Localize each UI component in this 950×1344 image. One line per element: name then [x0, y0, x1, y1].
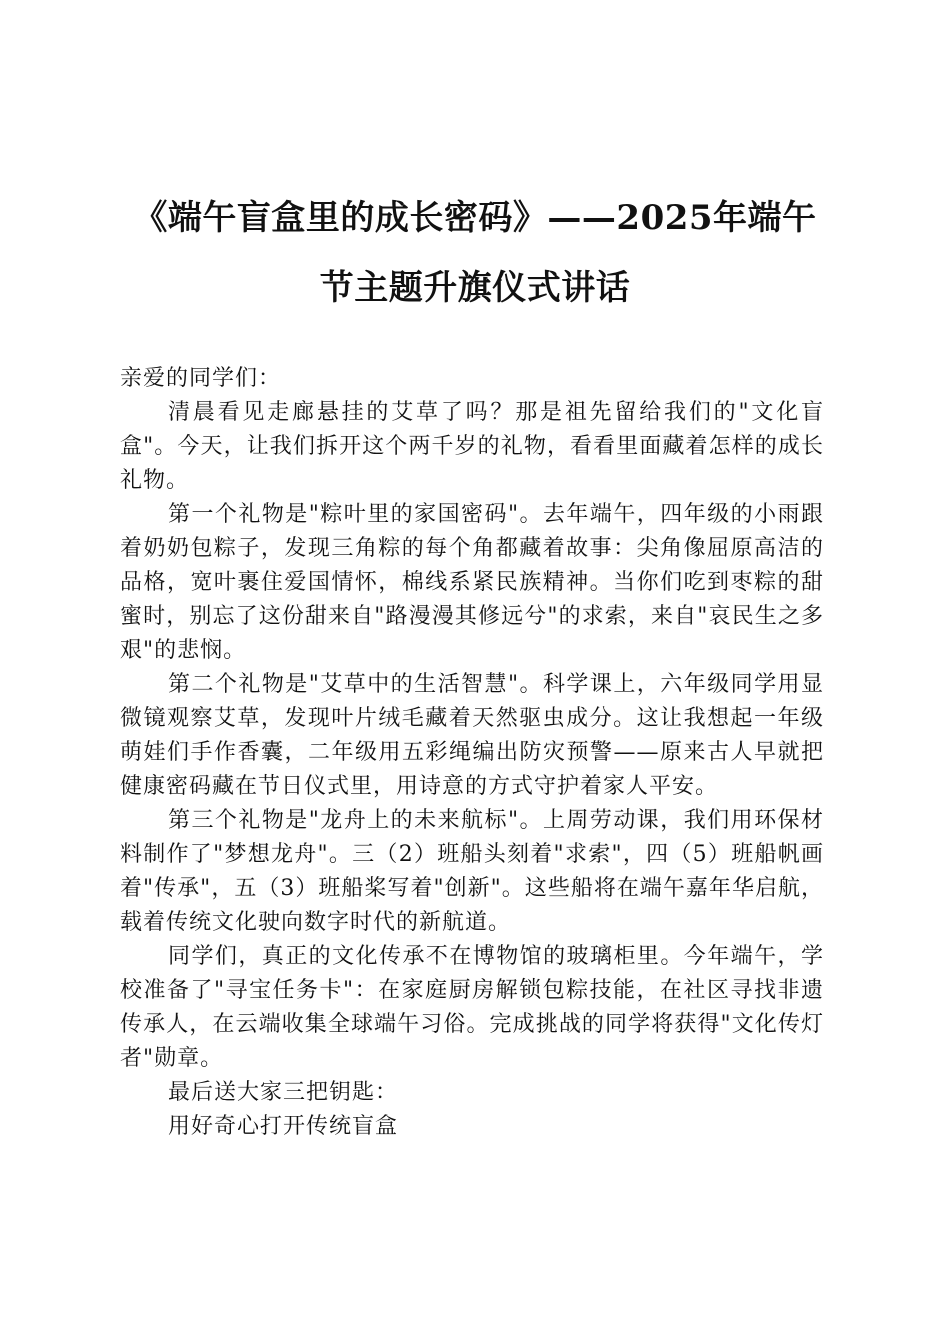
paragraph-treasure-hunt: 同学们，真正的文化传承不在博物馆的玻璃柜里。今年端午，学校准备了"寻宝任务卡"：在家庭厨房解锁包粽技能，在社区寻找非遗传承人，在云端收集全球端午习俗。完成挑战的同学将获得"文化传灯者"勋章。: [120, 944, 824, 1071]
paragraph-three-keys: 最后送大家三把钥匙：: [168, 1080, 399, 1105]
document-title-line-2: 节主题升旗仪式讲话: [319, 268, 631, 308]
document-title-line-1: 《端午盲盒里的成长密码》——2025年端午: [133, 198, 817, 238]
paragraph-gift-3: 第三个礼物是"龙舟上的未来航标"。上周劳动课，我们用环保材料制作了"梦想龙舟"。三（2）班船头刻着"求索"，四（5）班船帆画着"传承"，五（3）班船桨写着"创新"。这些船将在端午嘉年华启航，载着传统文化驶向数字时代的新航道。: [120, 808, 824, 935]
paragraph-key-1: 用好奇心打开传统盲盒: [168, 1114, 399, 1139]
paragraph-gift-2: 第二个礼物是"艾草中的生活智慧"。科学课上，六年级同学用显微镜观察艾草，发现叶片绒毛藏着天然驱虫成分。这让我想起一年级萌娃们手作香囊，二年级用五彩绳编出防灾预警——原来古人早就把健康密码藏在节日仪式里，用诗意的方式守护着家人平安。: [120, 672, 824, 799]
paragraph-gift-1: 第一个礼物是"粽叶里的家国密码"。去年端午，四年级的小雨跟着奶奶包粽子，发现三角粽的每个角都藏着故事：尖角像屈原高洁的品格，宽叶裹住爱国情怀，棉线系紧民族精神。当你们吃到枣粽的甜蜜时，别忘了这份甜来自"路漫漫其修远兮"的求索，来自"哀民生之多艰"的悲悯。: [120, 502, 824, 663]
paragraph-intro: 清晨看见走廊悬挂的艾草了吗？那是祖先留给我们的"文化盲盒"。今天，让我们拆开这个两千岁的礼物，看看里面藏着怎样的成长礼物。: [120, 400, 824, 493]
document-body: [120, 362, 824, 1144]
salutation: 亲爱的同学们：: [120, 366, 282, 391]
